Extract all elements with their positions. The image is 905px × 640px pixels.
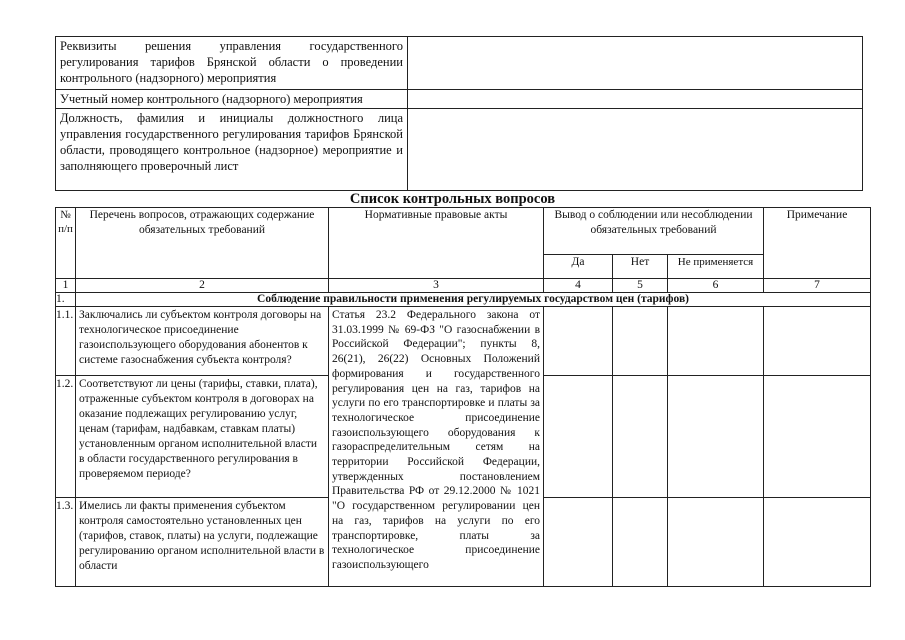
- numbering-cell: 5: [613, 279, 668, 293]
- info-row: [56, 90, 863, 109]
- header-legal-acts: Нормативные правовые акты: [329, 208, 544, 279]
- section-title: Соблюдение правильности применения регулируемых государством цен (тарифов): [76, 293, 871, 307]
- question-number: 1.3.: [56, 498, 76, 587]
- control-questions-table: [55, 207, 871, 587]
- numbering-cell: 2: [76, 279, 329, 293]
- header-no: Нет: [613, 255, 668, 279]
- info-label-record-number: Учетный номер контрольного (надзорного) мероприятия: [56, 90, 408, 109]
- info-label-official: Должность, фамилия и инициалы должностного лица управления государственного регулирования тарифов Брянской области, проводящего контрольное (надзорное) мероприятие и заполняющего проверочный лист: [56, 109, 408, 191]
- question-row: [56, 307, 871, 376]
- numbering-row: [56, 279, 871, 293]
- header-note: Примечание: [764, 208, 871, 279]
- question-number: 1.1.: [56, 307, 76, 376]
- section-row: [56, 293, 871, 307]
- numbering-cell: 1: [56, 279, 76, 293]
- info-value-record-number: [408, 90, 863, 109]
- info-table: [55, 36, 863, 191]
- question-text: Заключались ли субъектом контроля договоры на технологическое присоединение газоиспользующего оборудования абонентов к системе газоснабжения субъекта контроля?: [76, 307, 329, 376]
- list-title: Список контрольных вопросов: [349, 191, 556, 207]
- numbering-cell: 3: [329, 279, 544, 293]
- section-number: 1.: [56, 293, 76, 307]
- question-text: Соответствуют ли цены (тарифы, ставки, плата), отраженные субъектом контроля в договорах на оказание подлежащих регулированию услуг, ценам (тарифам, надбавкам, ставкам платы) установленным органом исполнительной власти в области государственного регулирования в проверяемом периоде?: [76, 376, 329, 498]
- legal-acts-cell: Статья 23.2 Федерального закона от 31.03.1999 № 69-ФЗ "О газоснабжении в Российской Федерации"; пункты 8, 26(21), 26(22) Основных Положений формирования и государственного регулирования цен на газ, тарифов на услуги по его транспортировке и платы за технологическое присоединение газоиспользующего оборудования к газораспределительным сетям на территории Российской Федерации, утвержденных постановлением Правительства РФ от 29.12.2000 № 1021 "О государственном регулировании цен на газ, тарифов на услуги по его транспортировке, платы за технологическое присоединение газоиспользующего: [329, 307, 544, 587]
- answer-na-cell[interactable]: [668, 498, 764, 587]
- numbering-cell: 6: [668, 279, 764, 293]
- header-yes: Да: [544, 255, 613, 279]
- answer-no-cell[interactable]: [613, 498, 668, 587]
- header-number: № п/п: [56, 208, 76, 279]
- note-cell[interactable]: [764, 307, 871, 376]
- answer-yes-cell[interactable]: [544, 307, 613, 376]
- answer-na-cell[interactable]: [668, 307, 764, 376]
- header-row: [56, 208, 871, 255]
- info-row: [56, 37, 863, 90]
- answer-yes-cell[interactable]: [544, 376, 613, 498]
- answer-yes-cell[interactable]: [544, 498, 613, 587]
- answer-no-cell[interactable]: [613, 307, 668, 376]
- info-label-decision: Реквизиты решения управления государственного регулирования тарифов Брянской области о проведении контрольного (надзорного) мероприятия: [56, 37, 408, 90]
- question-text: Имелись ли факты применения субъектом контроля самостоятельно установленных цен (тарифов, ставок, платы) на услуги, подлежащие регулированию органом исполнительной власти в области: [76, 498, 329, 587]
- info-row: [56, 109, 863, 191]
- question-number: 1.2.: [56, 376, 76, 498]
- info-value-decision: [408, 37, 863, 90]
- answer-na-cell[interactable]: [668, 376, 764, 498]
- info-value-official: [408, 109, 863, 191]
- answer-no-cell[interactable]: [613, 376, 668, 498]
- header-conclusion: Вывод о соблюдении или несоблюдении обязательных требований: [544, 208, 764, 255]
- numbering-cell: 7: [764, 279, 871, 293]
- numbering-cell: 4: [544, 279, 613, 293]
- header-not-applicable: Не применяется: [668, 255, 764, 279]
- header-questions: Перечень вопросов, отражающих содержание обязательных требований: [76, 208, 329, 279]
- note-cell[interactable]: [764, 498, 871, 587]
- note-cell[interactable]: [764, 376, 871, 498]
